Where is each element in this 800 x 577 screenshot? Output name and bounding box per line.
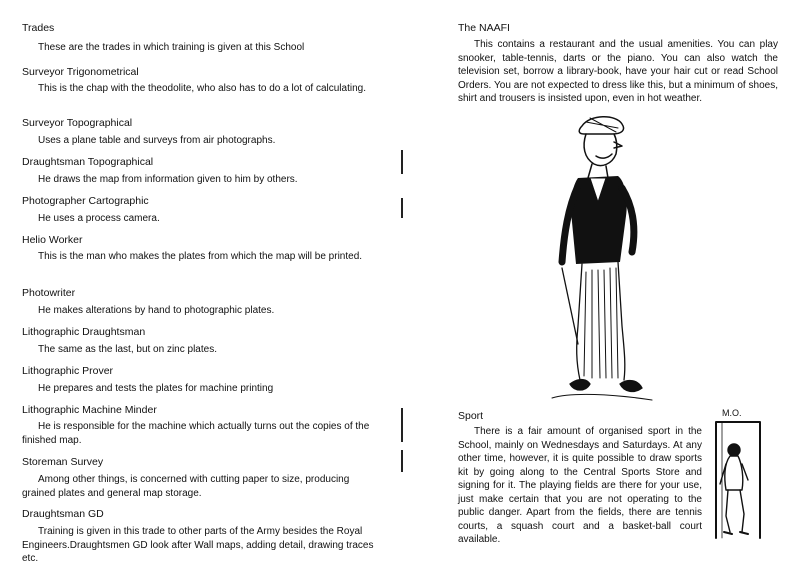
section-text: Among other things, is concerned with cutting paper to size, producing grained plates and general map storage. bbox=[22, 474, 350, 499]
section-text: He uses a process camera. bbox=[38, 213, 160, 224]
section-text: He prepares and tests the plates for machine printing bbox=[38, 383, 274, 394]
naafi-heading: The NAAFI bbox=[458, 22, 510, 34]
section-text: He is responsible for the machine which actually turns out the copies of the finished map. bbox=[22, 421, 370, 446]
section-text: Uses a plane table and surveys from air photographs. bbox=[38, 135, 276, 146]
section-heading: Storeman Survey bbox=[22, 456, 104, 468]
trades-intro: These are the trades in which training is given at this School bbox=[38, 42, 305, 53]
naafi-text: This contains a restaurant and the usual amenities. You can play snooker, table-tennis, darts or the piano. You can also watch the television set, borrow a library-book, have your hair cut or read School Orders. You are not expected to dress like this, but a minimum of shoes, shirt and trousers is insisted upon, even in hot weather. bbox=[458, 39, 778, 104]
sport-heading: Sport bbox=[458, 410, 484, 422]
section-text: Training is given in this trade to other parts of the Army besides the Royal Engineers.Draughtsmen GD look after Wall maps, adding detail, drawing traces etc. bbox=[22, 526, 374, 564]
sport-text: There is a fair amount of organised sport in the School, mainly on Wednesdays and Saturdays. At any other time, however, it is quite possible to draw sports kit by going along to the Central Sports Store and signing for it. The playing fields are there for your use, just make certain that you are not operating to the public danger. Apart from the fields, there are tennis courts, a squash court and a basket-ball court available. bbox=[458, 426, 702, 545]
naafi-figure-illustration bbox=[542, 112, 662, 402]
section-heading: Lithographic Prover bbox=[22, 365, 114, 377]
section-text: This is the man who makes the plates from which the map will be printed. bbox=[38, 251, 363, 262]
section-heading: Lithographic Machine Minder bbox=[22, 404, 157, 416]
trades-title: Trades bbox=[22, 22, 55, 34]
section-heading: Surveyor Topographical bbox=[22, 117, 133, 129]
section-heading: Helio Worker bbox=[22, 234, 83, 246]
section-text: The same as the last, but on zinc plates. bbox=[38, 344, 217, 355]
door-sign: M.O. bbox=[722, 408, 742, 418]
section-heading: Draughtsman Topographical bbox=[22, 156, 154, 168]
sport-figure-illustration bbox=[712, 420, 772, 545]
right-page bbox=[400, 0, 800, 577]
section-text: This is the chap with the theodolite, who also has to do a lot of calculating. bbox=[38, 83, 366, 94]
section-text: He draws the map from information given to him by others. bbox=[38, 174, 298, 185]
section-heading: Lithographic Draughtsman bbox=[22, 326, 146, 338]
section-heading: Draughtsman GD bbox=[22, 508, 104, 520]
section-heading: Photographer Cartographic bbox=[22, 195, 149, 207]
section-text: He makes alterations by hand to photographic plates. bbox=[38, 305, 275, 316]
section-heading: Surveyor Trigonometrical bbox=[22, 66, 139, 78]
section-heading: Photowriter bbox=[22, 287, 76, 299]
